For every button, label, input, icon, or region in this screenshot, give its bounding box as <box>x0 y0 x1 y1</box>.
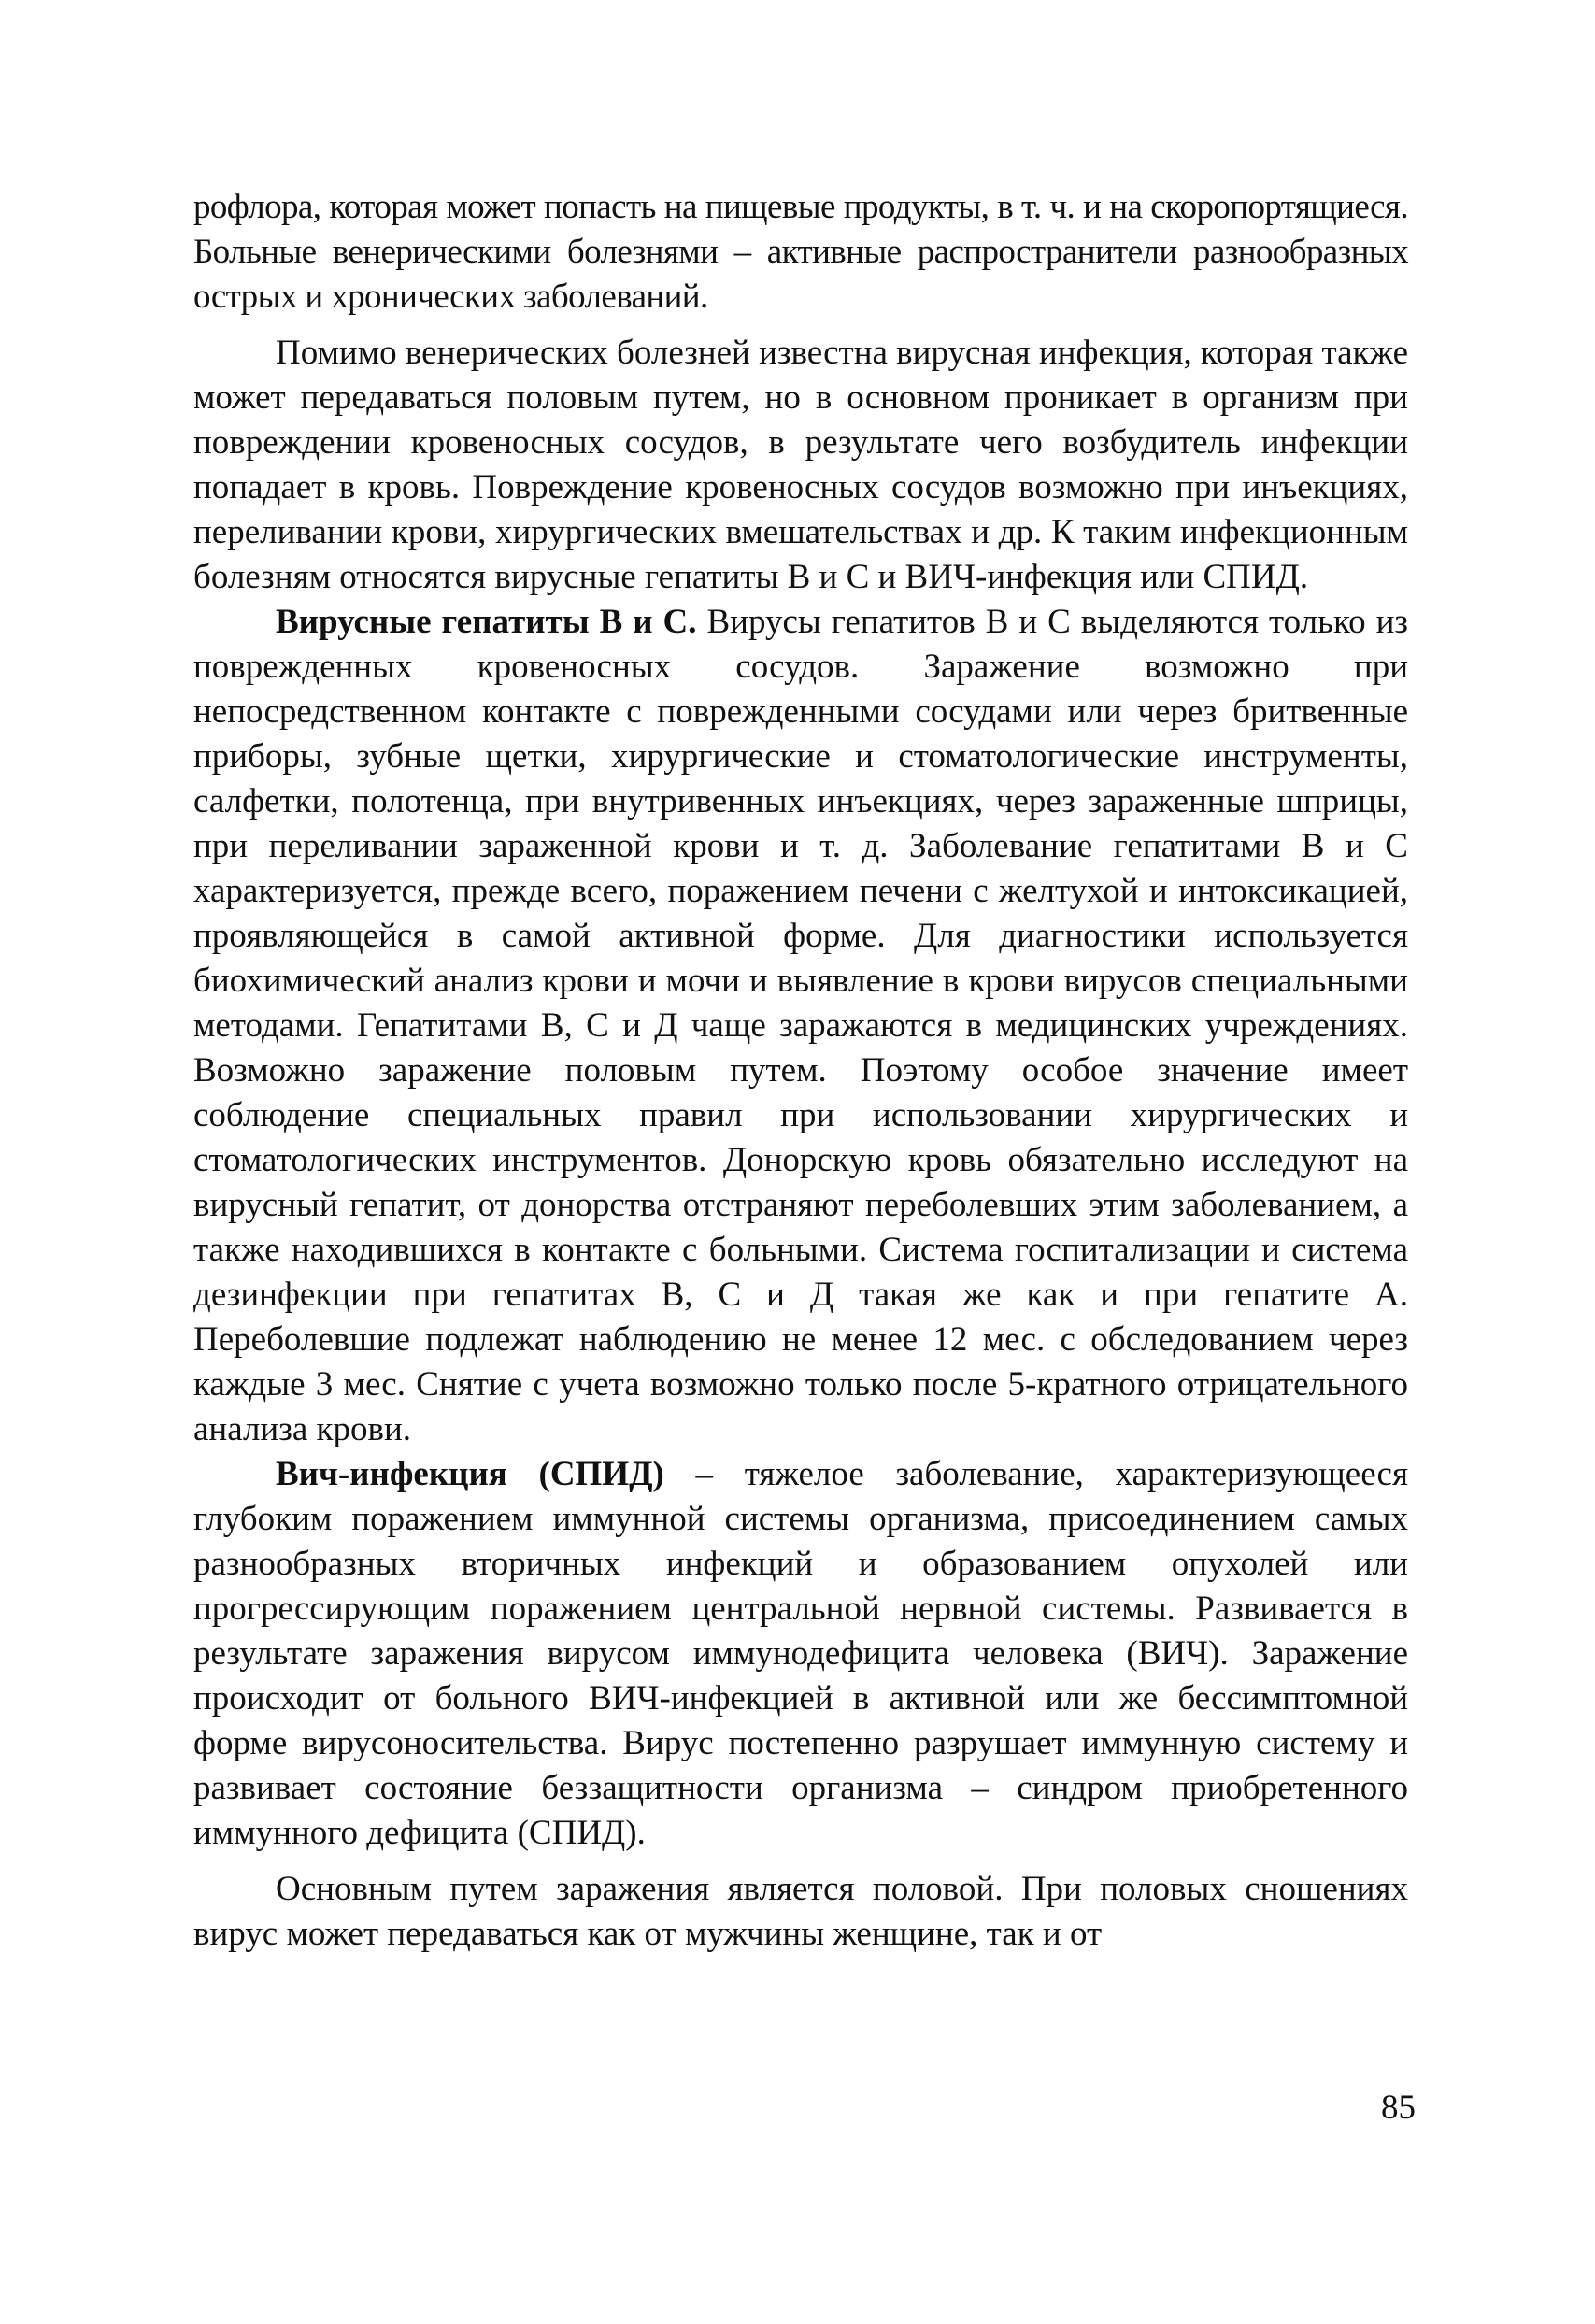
paragraph-text: Вирусы гепатитов В и С выделяются только из поврежденных кровеносных сосудов. Заражение возможно при непосредственном контакте с поврежденными сосудами или через бритвенные приборы, зубные щетки, хирургические и стоматологические инструменты, салфетки, полотенца, при внутривенных инъекциях, через зараженные шприцы, при переливании зараженной крови и т. д. Заболевание гепатитами В и С характеризуется, прежде всего, поражением печени с желтухой и интоксикацией, проявляющейся в самой активной форме. Для диагностики используется биохимический анализ крови и мочи и выявление в крови вирусов специальными методами. Гепатитами В, С и Д чаще заражаются в медицинских учреждениях. Возможно заражение половым путем. Поэтому особое значение имеет соблюдение специальных правил при использовании хирургических и стоматологических инструментов. Донорскую кровь обязательно исследуют на вирусный гепатит, от донорства отстраняют переболевших этим заболеванием, а также находившихся в контакте с больными. Система госпитализации и система дезинфекции при гепатитах В, С и Д такая же как и при гепатите А. Переболевшие подлежат наблюдению не менее 12 мес. с обследованием через каждые 3 мес. Снятие с учета возможно только после 5-кратного отрицательного анализа крови. <box>193 603 1408 1448</box>
paragraph-text: Помимо венерических болезней известна вирусная инфекция, которая также может передаваться половым путем, но в основном проникает в организм при повреждении кровеносных сосудов, в результате чего возбудитель инфекции попадает в кровь. Повреждение кровеносных сосудов возможно при инъекциях, переливании крови, хирургических вмешательствах и др. К таким инфекционным болезням относятся вирусные гепатиты В и С и ВИЧ-инфекция или СПИД. <box>193 334 1408 596</box>
paragraph-transmission <box>193 1867 1408 1957</box>
paragraph-hiv <box>193 1452 1408 1856</box>
paragraph-heading-hepatitis: Вирусные гепатиты В и С. <box>276 603 697 641</box>
paragraph-text: – тяжелое заболевание, характеризующееся глубоким поражением иммунной системы организма, присоединением самых разнообразных вторичных инфекций и образованием опухолей или прогрессирующим поражением центральной нервной системы. Развивается в результате заражения вирусом иммунодефицита человека (ВИЧ). Заражение происходит от больного ВИЧ-инфекцией в активной или же бессимптомной форме вирусоносительства. Вирус постепенно разрушает иммунную систему и развивает состояние беззащитности организма – синдром приобретенного иммунного дефицита (СПИД). <box>193 1455 1408 1852</box>
paragraph-viral-infection-intro <box>193 331 1408 600</box>
paragraph-continuation <box>193 185 1408 320</box>
body-text <box>193 185 1408 1957</box>
paragraph-heading-hiv: Вич-инфекция (СПИД) <box>276 1455 664 1493</box>
page-number: 85 <box>1381 2089 1416 2127</box>
paragraph-text: рофлора, которая может попасть на пищевые продукты, в т. ч. и на скоропортящиеся. Больные венерическими болезнями – активные распространители разнообразных острых и хронических заболеваний. <box>193 188 1408 316</box>
paragraph-hepatitis <box>193 600 1408 1452</box>
paragraph-text: Основным путем заражения является половой. При половых сношениях вирус может передаваться как от мужчины женщине, так и от <box>193 1870 1408 1953</box>
